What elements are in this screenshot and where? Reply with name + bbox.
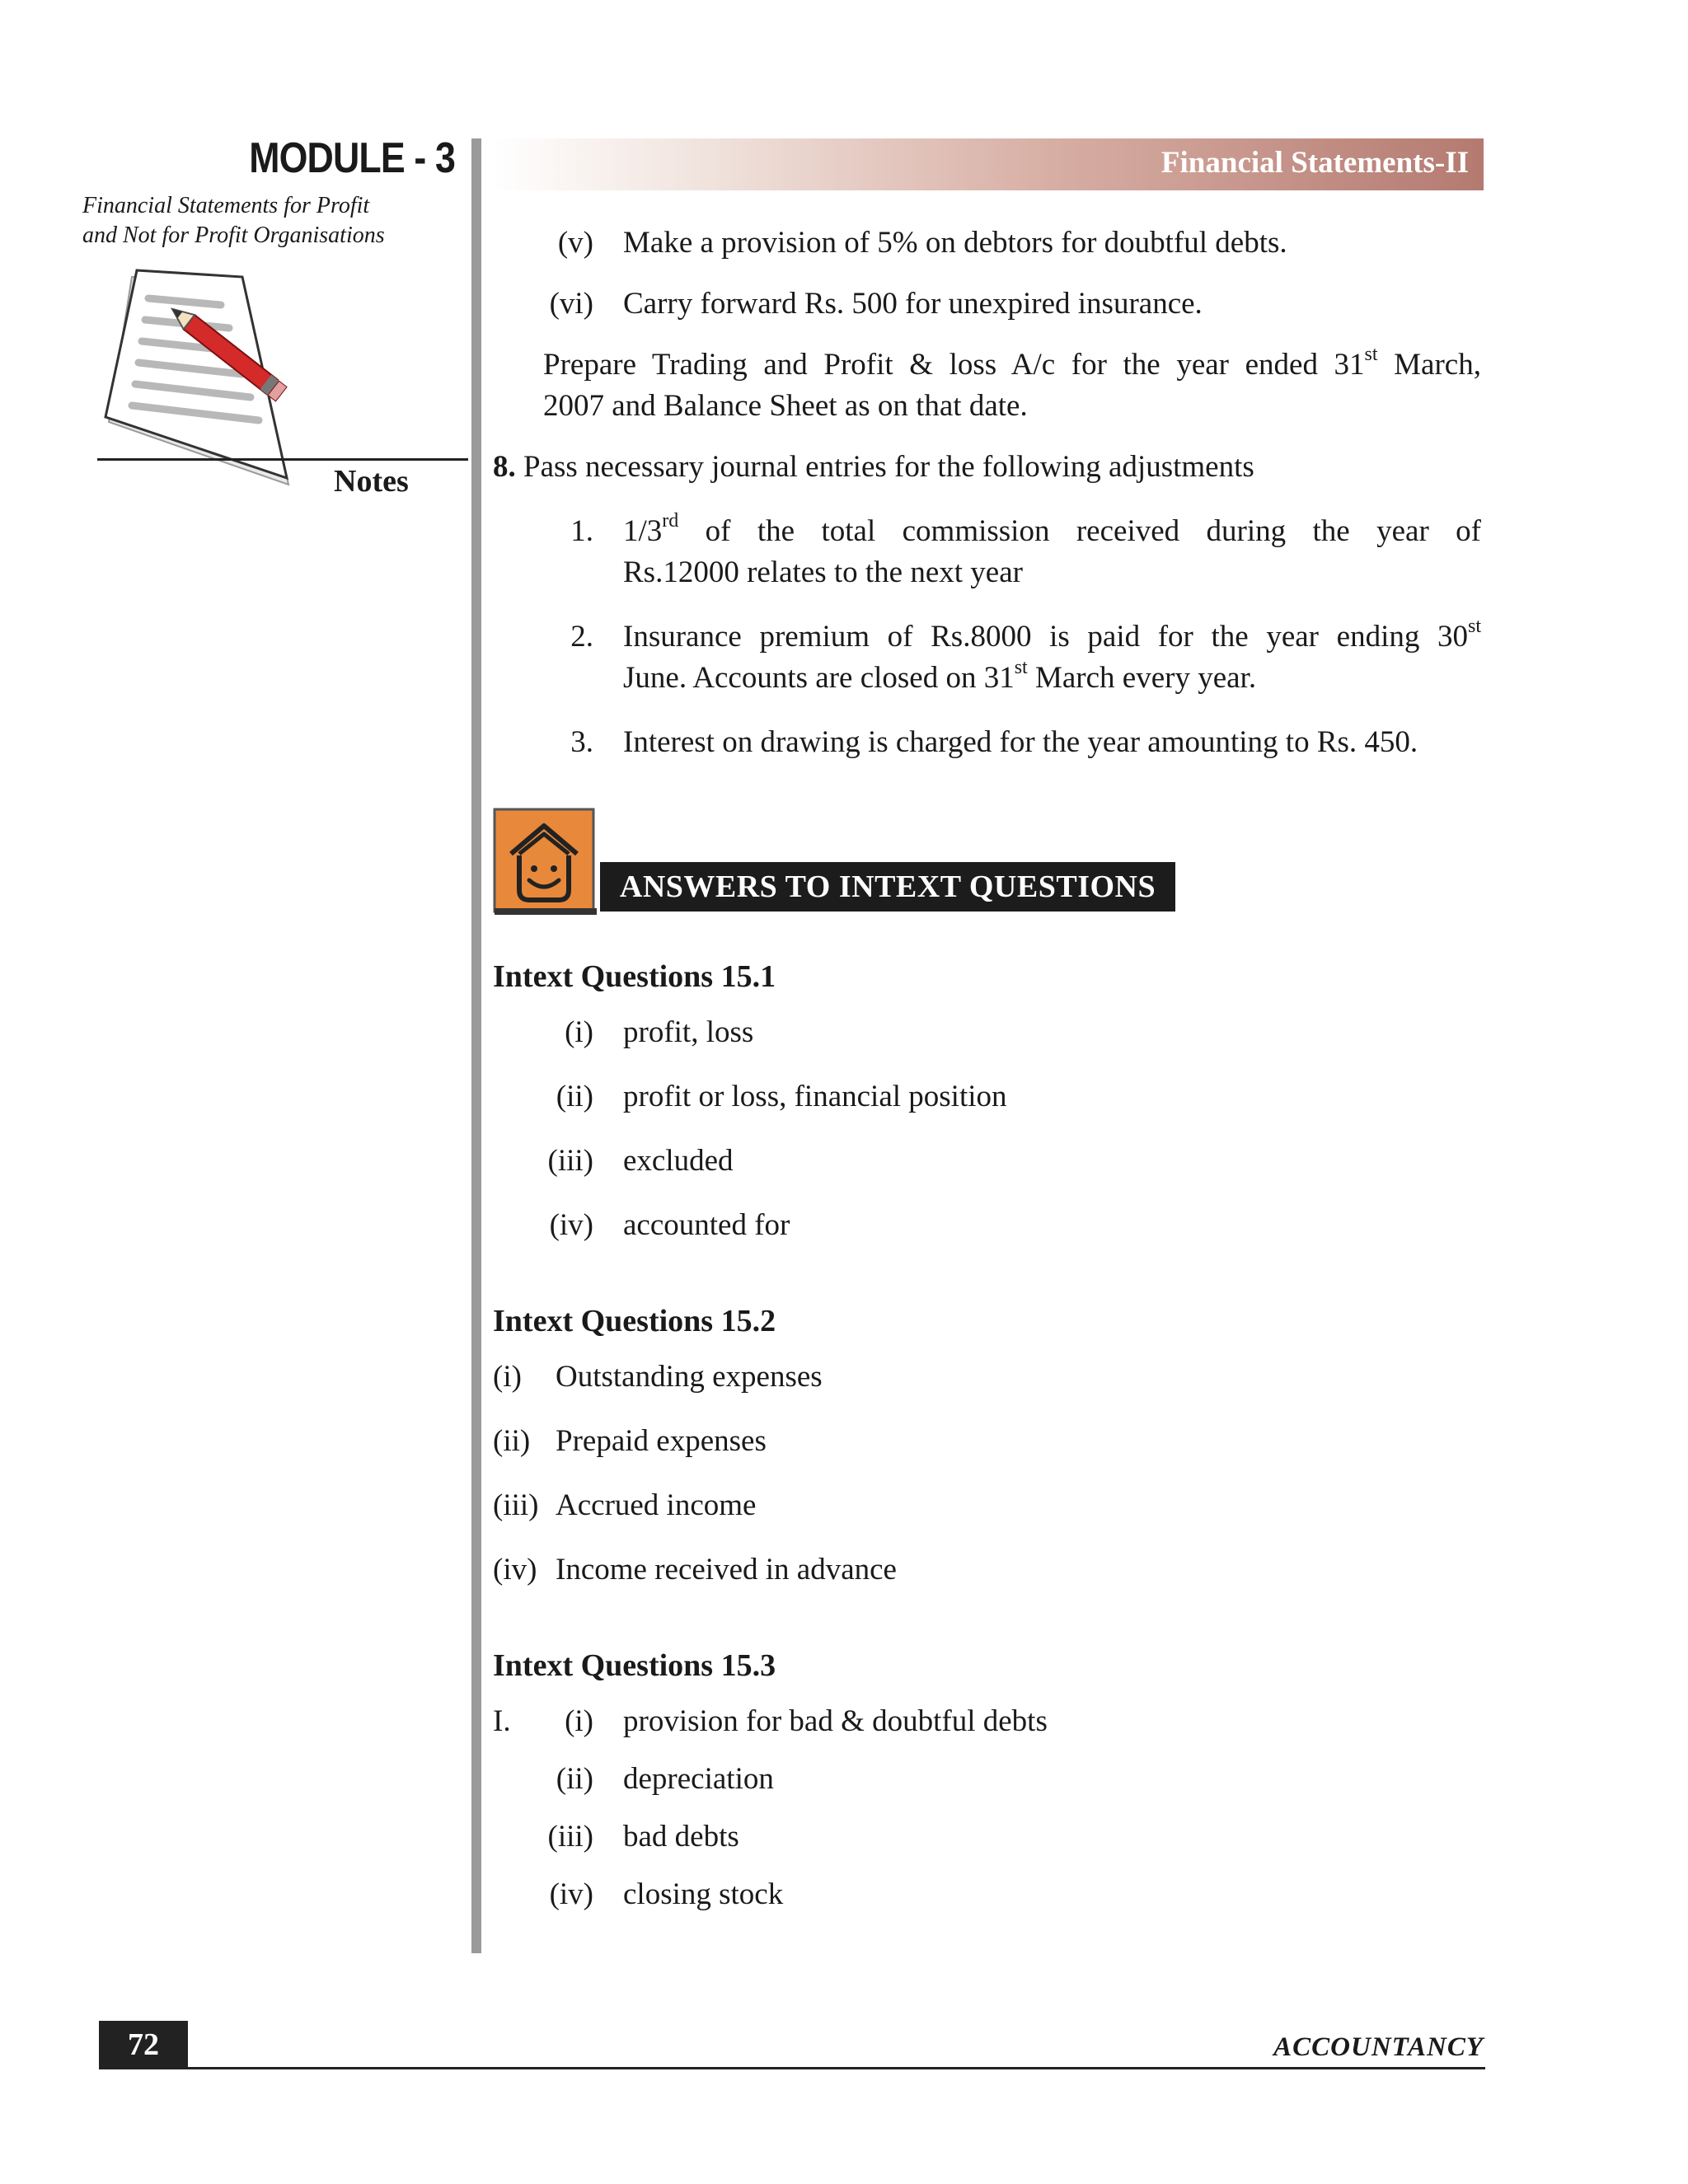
answer-number: (iv) (493, 1553, 537, 1586)
section-heading: Intext Questions 15.1 (493, 959, 776, 994)
prepare-line-1: Prepare Trading and Profit & loss A/c for the year ended 31st March, (543, 343, 1481, 382)
answer-text: excluded (623, 1144, 734, 1178)
adjustment-number: (vi) (549, 287, 593, 321)
notes-pencil-icon (97, 262, 328, 497)
q8-item-number: 3. (570, 725, 593, 759)
answer-number: (i) (493, 1360, 522, 1394)
answer-number: (iii) (493, 1488, 539, 1522)
module-subtitle-line1: Financial Statements for Profit (82, 193, 370, 218)
q8-item-number: 1. (570, 514, 593, 548)
answers-house-face-icon (493, 808, 598, 921)
answer-text: profit, loss (623, 1015, 754, 1049)
answer-text: accounted for (623, 1208, 790, 1242)
adjustment-text: Carry forward Rs. 500 for unexpired insurance. (623, 287, 1203, 321)
answer-number: (iii) (547, 1144, 593, 1178)
answer-number: (ii) (556, 1762, 593, 1796)
chapter-header-band (493, 138, 1484, 190)
chapter-title: Financial Statements-II (1160, 146, 1469, 180)
module-subtitle (82, 191, 460, 251)
answer-number: (iii) (547, 1820, 593, 1854)
answer-number: (i) (565, 1704, 593, 1738)
module-subtitle-line2: and Not for Profit Organisations (82, 223, 385, 248)
prepare-line-2: 2007 and Balance Sheet as on that date. (543, 389, 1028, 423)
answer-text: Prepaid expenses (556, 1424, 767, 1458)
q8-item-number: 2. (570, 620, 593, 654)
vertical-divider (471, 138, 481, 1953)
answer-number: (ii) (493, 1424, 531, 1458)
notes-rule (97, 458, 468, 461)
answer-text: Income received in advance (556, 1553, 897, 1586)
q8-item-2-line-2: June. Accounts are closed on 31st March every year. (623, 656, 1257, 695)
question-number: 8. (493, 450, 516, 484)
answer-text: Outstanding expenses (556, 1360, 823, 1394)
roman-numeral: I. (493, 1704, 511, 1738)
answer-number: (iv) (549, 1208, 593, 1242)
notes-label: Notes (334, 464, 409, 499)
footer-rule (99, 2067, 1485, 2069)
answer-text: profit or loss, financial position (623, 1080, 1007, 1113)
answer-number: (i) (565, 1015, 593, 1049)
footer-subject: ACCOUNTANCY (1273, 2032, 1484, 2062)
q8-item-2-line-1: Insurance premium of Rs.8000 is paid for the year ending 30st (623, 615, 1481, 654)
module-title: MODULE - 3 (249, 134, 455, 182)
section-heading: Intext Questions 15.3 (493, 1648, 776, 1683)
answer-text: Accrued income (556, 1488, 757, 1522)
answer-text: bad debts (623, 1820, 739, 1854)
section-heading: Intext Questions 15.2 (493, 1304, 776, 1338)
answer-number: (ii) (556, 1080, 593, 1113)
q8-item-3-text: Interest on drawing is charged for the year amounting to Rs. 450. (623, 725, 1418, 759)
q8-item-1-line-2: Rs.12000 relates to the next year (623, 555, 1023, 589)
adjustment-number: (v) (557, 226, 593, 260)
answer-text: closing stock (623, 1877, 784, 1911)
q8-item-1-line-1: 1/3rd of the total commission received during the year of (623, 509, 1481, 548)
answer-number: (iv) (549, 1877, 593, 1911)
adjustment-text: Make a provision of 5% on debtors for doubtful debts. (623, 226, 1287, 260)
question-8: 8. Pass necessary journal entries for the following adjustments (493, 450, 1254, 484)
answers-banner: ANSWERS TO INTEXT QUESTIONS (600, 862, 1175, 912)
page-number: 72 (99, 2021, 188, 2069)
answer-text: provision for bad & doubtful debts (623, 1704, 1048, 1738)
answer-text: depreciation (623, 1762, 774, 1796)
